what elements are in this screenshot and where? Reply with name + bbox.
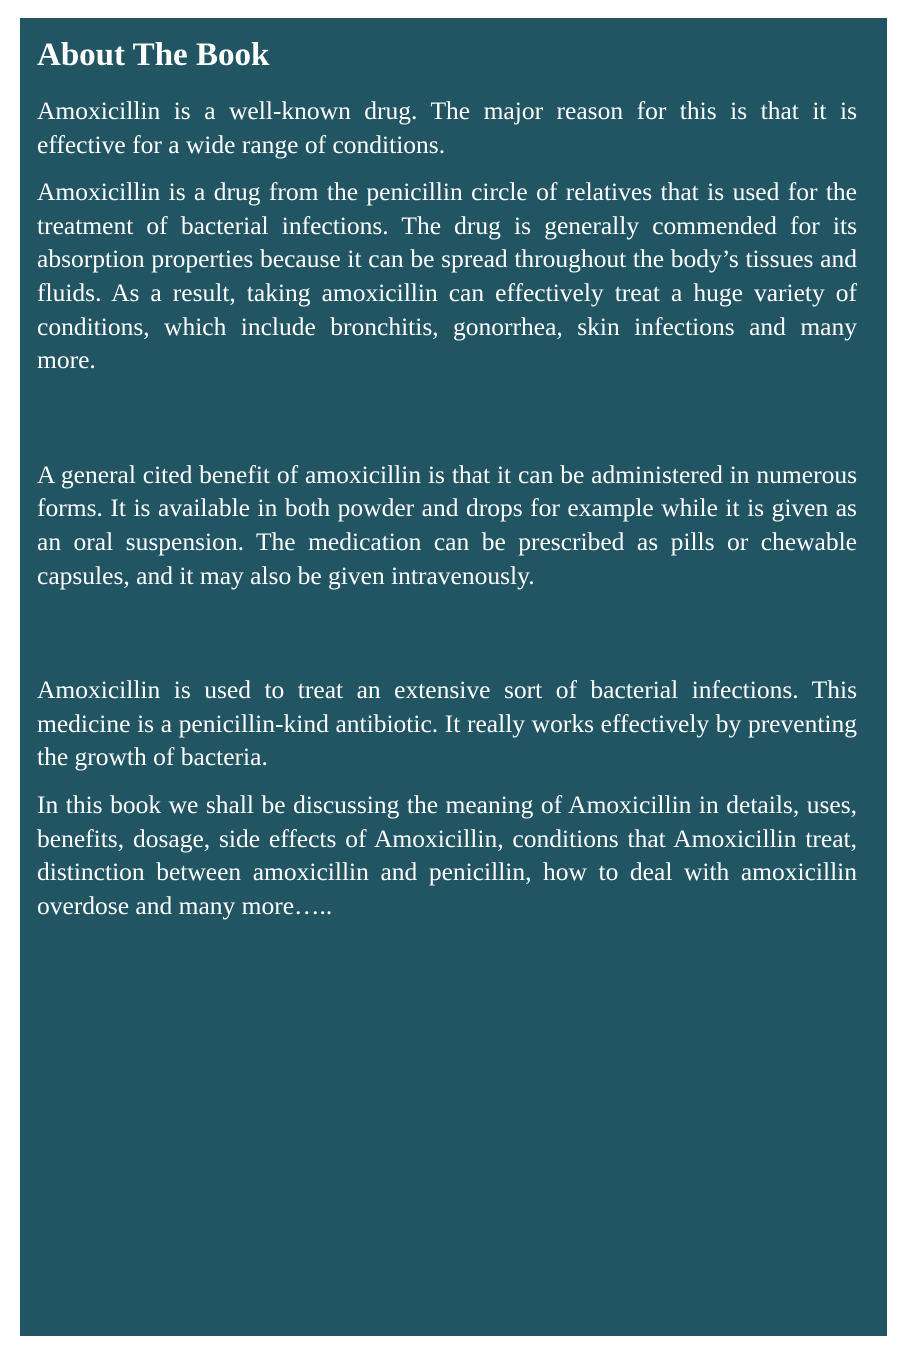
paragraph-drug-description: Amoxicillin is a drug from the penicillin circle of relatives that is used for the treatment of bacterial infections. The drug is generally commended for its absorption properties because it can be spread throughout the body’s tissues and fluids. As a result, taking amoxicillin can effectively treat a huge variety of conditions, which include bronchitis, gonorrhea, skin infections and many more. — [37, 177, 857, 375]
paragraph-forms: A general cited benefit of amoxicillin is that it can be administered in numerous forms. It is available in both powder and drops for example while it is given as an oral suspension. The medication can be prescribed as pills or chewable capsules, and it may also be given intravenously. — [37, 459, 857, 590]
paragraph-book-contents: In this book we shall be discussing the meaning of Amoxicillin in details, uses, benefits, dosage, side effects of Amoxicillin, conditions that Amoxicillin treat, distinction between amoxicillin and penicillin, how to deal with amoxicillin overdose and many more….. — [37, 789, 857, 920]
paragraph-intro: Amoxicillin is a well-known drug. The major reason for this is that it is effective for a wide range of conditions. — [37, 96, 857, 159]
section-title: About The Book — [37, 37, 270, 73]
about-book-panel — [20, 18, 887, 1336]
paragraph-usage: Amoxicillin is used to treat an extensive sort of bacterial infections. This medicine is a penicillin-kind antibiotic. It really works effectively by preventing the growth of bacteria. — [37, 675, 857, 772]
